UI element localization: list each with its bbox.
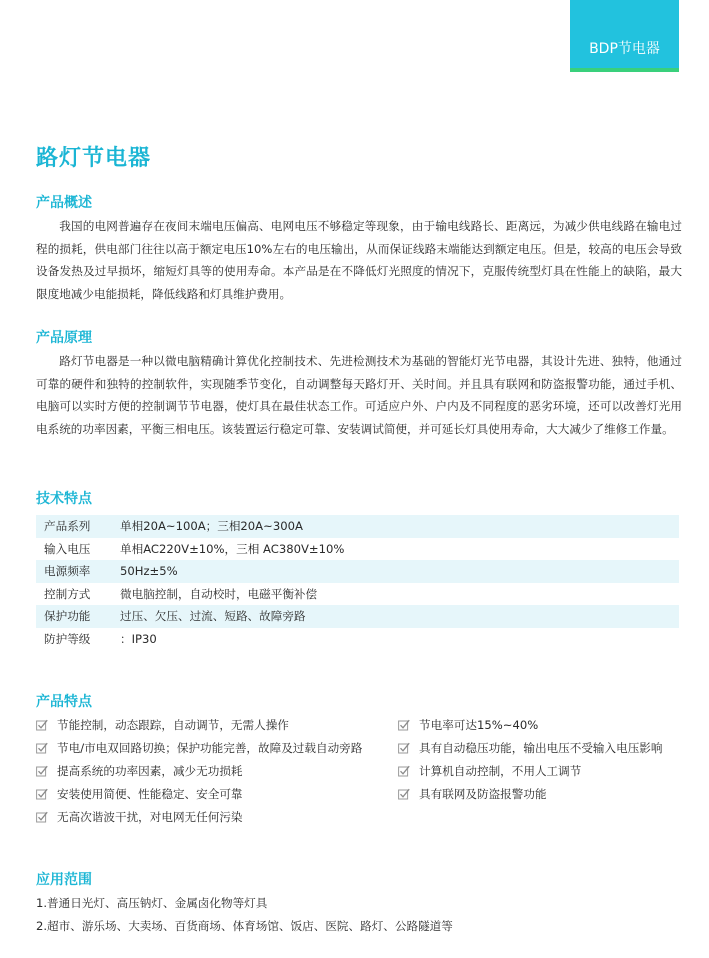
spec-row — [36, 628, 679, 651]
spec-row — [36, 538, 679, 561]
section-heading-overview: 产品概述 — [36, 195, 92, 211]
spec-value: 微电脑控制，自动校时，电磁平衡补偿 — [120, 586, 318, 601]
checkbox-check-icon — [36, 788, 48, 800]
checkbox-check-icon — [36, 811, 48, 823]
feature-text: 提高系统的功率因素，减少无功损耗 — [57, 764, 243, 778]
section-heading-specs: 技术特点 — [36, 491, 92, 507]
spec-label: 防护等级 — [44, 631, 91, 646]
feature-text: 具有自动稳压功能，输出电压不受输入电压影响 — [419, 741, 663, 755]
feature-item — [398, 738, 662, 758]
feature-text: 计算机自动控制，不用人工调节 — [419, 764, 582, 778]
application-item: 2.超市、游乐场、大卖场、百货商场、体育场馆、饭店、医院、路灯、公路隧道等 — [36, 919, 453, 933]
feature-text: 节电/市电双回路切换；保护功能完善，故障及过载自动旁路 — [57, 741, 363, 755]
spec-label: 控制方式 — [44, 586, 91, 601]
feature-item — [36, 784, 243, 804]
spec-label: 输入电压 — [44, 541, 91, 556]
checkbox-check-icon — [398, 719, 410, 731]
feature-item — [36, 761, 243, 781]
application-item: 1.普通日光灯、高压钠灯、金属卤化物等灯具 — [36, 896, 268, 910]
principle-paragraph: 路灯节电器是一种以微电脑精确计算优化控制技术、先进检测技术为基础的智能灯光节电器，其设计先进、独特，他通过可靠的硬件和独特的控制软件，实现随季节变化，自动调整每天路灯开、关时间。并且具有联网和防盗报警功能，通过手机、电脑可以实时方便的控制调节节电器，使灯具在最佳状态工作。可适应户外、户内及不同程度的恶劣环境，还可以改善灯光用电系统的功率因素，平衡三相电压。该装置运行稳定可靠、安装调试简便，并可延长灯具使用寿命，大大减少了维修工作量。 — [36, 354, 682, 436]
spec-row — [36, 560, 679, 583]
feature-text: 安装使用简便、性能稳定、安全可靠 — [57, 787, 243, 801]
checkbox-check-icon — [36, 742, 48, 754]
header-tag-underline — [570, 68, 679, 72]
checkbox-check-icon — [398, 742, 410, 754]
spec-row — [36, 605, 679, 628]
spec-value: 过压、欠压、过流、短路、故障旁路 — [120, 609, 306, 624]
spec-value: 单相20A~100A；三相20A~300A — [120, 519, 303, 534]
feature-text: 节电率可达15%~40% — [419, 718, 539, 732]
header-tag-text: BDP节电器 — [589, 41, 660, 57]
section-heading-features: 产品特点 — [36, 694, 92, 710]
feature-text: 无高次谐波干扰，对电网无任何污染 — [57, 810, 243, 824]
checkbox-check-icon — [36, 765, 48, 777]
feature-item — [36, 715, 289, 735]
checkbox-check-icon — [398, 765, 410, 777]
section-heading-applications: 应用范围 — [36, 872, 92, 888]
feature-item — [36, 807, 243, 827]
header-tag — [570, 0, 679, 68]
section-heading-principle: 产品原理 — [36, 330, 92, 346]
spec-label: 产品系列 — [44, 519, 91, 534]
feature-item — [36, 738, 362, 758]
checkbox-check-icon — [398, 788, 410, 800]
feature-text: 具有联网及防盗报警功能 — [419, 787, 547, 801]
page-title: 路灯节电器 — [36, 146, 152, 171]
spec-label: 电源频率 — [44, 564, 91, 579]
feature-item — [398, 761, 581, 781]
spec-table — [36, 515, 679, 650]
spec-label: 保护功能 — [44, 609, 91, 624]
spec-row — [36, 583, 679, 606]
spec-row — [36, 515, 679, 538]
overview-paragraph: 我国的电网普遍存在夜间末端电压偏高、电网电压不够稳定等现象，由于输电线路长、距离远，为减少供电线路在输电过程的损耗，供电部门往往以高于额定电压10%左右的电压输出，从而保证线路末端能达到额定电压。但是，较高的电压会导致设备发热及过早损坏，缩短灯具等的使用寿命。本产品是在不降低灯光照度的情况下，克服传统型灯具在性能上的缺陷，最大限度地减少电能损耗，降低线路和灯具维护费用。 — [36, 219, 682, 301]
spec-value: 单相AC220V±10%，三相 AC380V±10% — [120, 541, 345, 556]
spec-value: ：IP30 — [120, 631, 157, 646]
checkbox-check-icon — [36, 719, 48, 731]
feature-item — [398, 715, 538, 735]
feature-item — [398, 784, 547, 804]
spec-value: 50Hz±5% — [120, 564, 178, 579]
feature-text: 节能控制，动态跟踪，自动调节，无需人操作 — [57, 718, 289, 732]
